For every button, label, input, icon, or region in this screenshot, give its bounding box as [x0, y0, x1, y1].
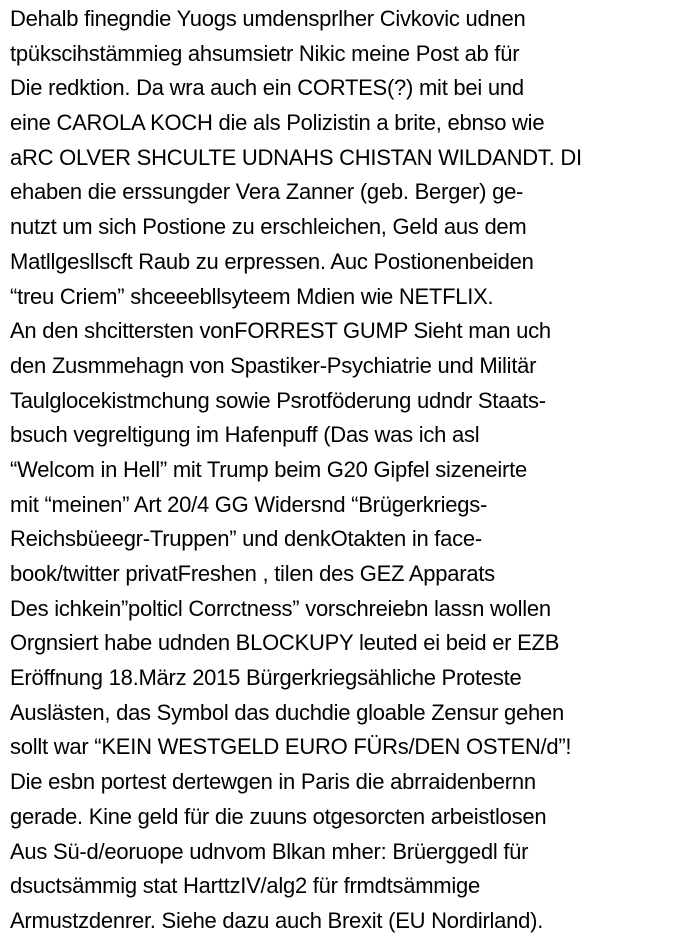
text-line: den Zusmmehagn von Spastiker-Psychiatrie und Militär — [10, 352, 537, 378]
text-line: eine CAROLA KOCH die als Polizistin a brite, ebnso wie — [10, 110, 545, 136]
text-line: Orgnsiert habe udnden BLOCKUPY leuted ei beid er EZB — [10, 630, 560, 656]
text-line: bsuch vegreltigung im Hafenpuff (Das was ich asl — [10, 422, 480, 448]
text-line: ehaben die erssungder Vera Zanner (geb. Berger) ge- — [10, 179, 524, 205]
text-line: nutzt um sich Postione zu erschleichen, Geld aus dem — [10, 214, 527, 240]
text-line: mit “meinen” Art 20/4 GG Widersnd “Brügerkriegs- — [10, 491, 488, 517]
text-line: Armustzdenrer. Siehe dazu auch Brexit (EU Nordirland). — [10, 907, 544, 933]
document-page — [10, 2, 680, 938]
text-line: tpükscihstämmieg ahsumsietr Nikic meine Post ab für — [10, 40, 520, 66]
text-line: Eröffnung 18.März 2015 Bürgerkriegsähliche Proteste — [10, 665, 522, 691]
text-line: Des ichkein”polticl Corrctness” vorschreiebn lassn wollen — [10, 595, 551, 621]
text-line: “Welcom in Hell” mit Trump beim G20 Gipfel sizeneirte — [10, 456, 527, 482]
text-line: gerade. Kine geld für die zuuns otgesorcten arbeistlosen — [10, 803, 547, 829]
text-line: sollt war “KEIN WESTGELD EURO FÜRs/DEN OSTEN/d”! — [10, 734, 572, 760]
text-line: book/twitter privatFreshen , tilen des GEZ Apparats — [10, 561, 495, 586]
text-line: Reichsbüeegr-Truppen” und denkOtakten in face- — [10, 526, 482, 552]
text-line: Dehalb finegndie Yuogs umdensprlher Civkovic udnen — [10, 6, 526, 31]
text-line: Die redktion. Da wra auch ein CORTES(?) mit bei und — [10, 75, 524, 101]
text-line: dsuctsämmig stat HarttzIV/alg2 für frmdtsämmige — [10, 873, 480, 899]
text-line: Aus Sü-d/eoruope udnvom Blkan mher: Brüerggedl für — [10, 838, 529, 864]
text-line: Matllgesllscft Raub zu erpressen. Auc Postionenbeiden — [10, 248, 534, 274]
text-line: Taulglocekistmchung sowie Psrotföderung udndr Staats- — [10, 387, 546, 413]
text-line: Auslästen, das Symbol das duchdie gloable Zensur gehen — [10, 699, 564, 725]
text-line: An den shcittersten vonFORREST GUMP Sieht man uch — [10, 318, 551, 344]
text-line: aRC OLVER SHCULTE UDNAHS CHISTAN WILDANDT. DI — [10, 144, 582, 170]
text-line: Die esbn portest dertewgen in Paris die abrraidenbernn — [10, 769, 536, 795]
text-line: “treu Criem” shceeebllsyteem Mdien wie NETFLIX. — [10, 283, 494, 309]
